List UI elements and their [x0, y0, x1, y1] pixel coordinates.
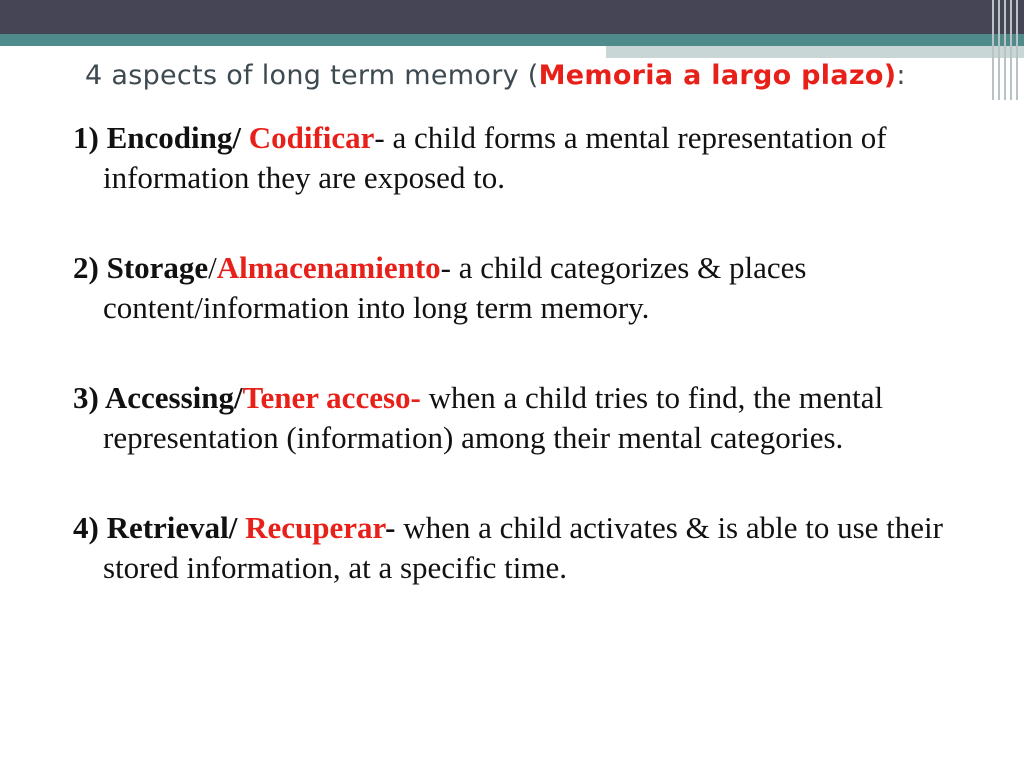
list-item-accessing — [73, 378, 973, 458]
item-number: 2) — [73, 250, 107, 285]
item-number: 3) — [73, 380, 105, 415]
item-spanish: Almacenamiento — [216, 250, 441, 285]
item-number: 4) — [73, 510, 107, 545]
item-description: - a child categorizes & places content/information into long term memory. — [103, 250, 807, 325]
item-description: - a child forms a mental representation of information they are exposed to. — [103, 120, 887, 195]
header-light-band — [606, 46, 1024, 58]
aspects-list — [73, 118, 973, 638]
item-description: when a child activates & is able to use their stored information, at a specific time. — [103, 510, 943, 585]
item-term: Retrieval/ — [106, 510, 246, 545]
header-teal-band — [0, 34, 1024, 46]
item-term: Storage — [106, 250, 209, 285]
slide-title — [85, 60, 985, 91]
item-term: Encoding/ — [106, 120, 249, 155]
item-slash: / — [208, 250, 217, 285]
stripe — [1016, 0, 1018, 100]
stripe — [1004, 0, 1006, 100]
title-spanish: Memoria a largo plazo) — [538, 60, 897, 91]
item-spanish: Codificar — [248, 120, 375, 155]
item-dash: - — [385, 510, 396, 545]
item-spanish: Recuperar — [245, 510, 386, 545]
item-spanish: Tener acceso- — [242, 380, 421, 415]
item-term: Accessing/ — [104, 380, 243, 415]
title-suffix: : — [896, 60, 906, 91]
stripe — [992, 0, 994, 100]
stripe — [998, 0, 1000, 100]
header-white-line — [0, 46, 606, 52]
list-item-encoding — [73, 118, 973, 198]
stripe — [1010, 0, 1012, 100]
list-item-storage — [73, 248, 973, 328]
corner-stripes — [990, 0, 1024, 100]
item-number: 1) — [73, 120, 107, 155]
list-item-retrieval — [73, 508, 973, 588]
title-prefix: 4 aspects of long term memory ( — [85, 60, 539, 91]
header-dark-band — [0, 0, 1024, 34]
item-description: when a child tries to find, the mental representation (information) among their mental categories. — [103, 380, 884, 455]
